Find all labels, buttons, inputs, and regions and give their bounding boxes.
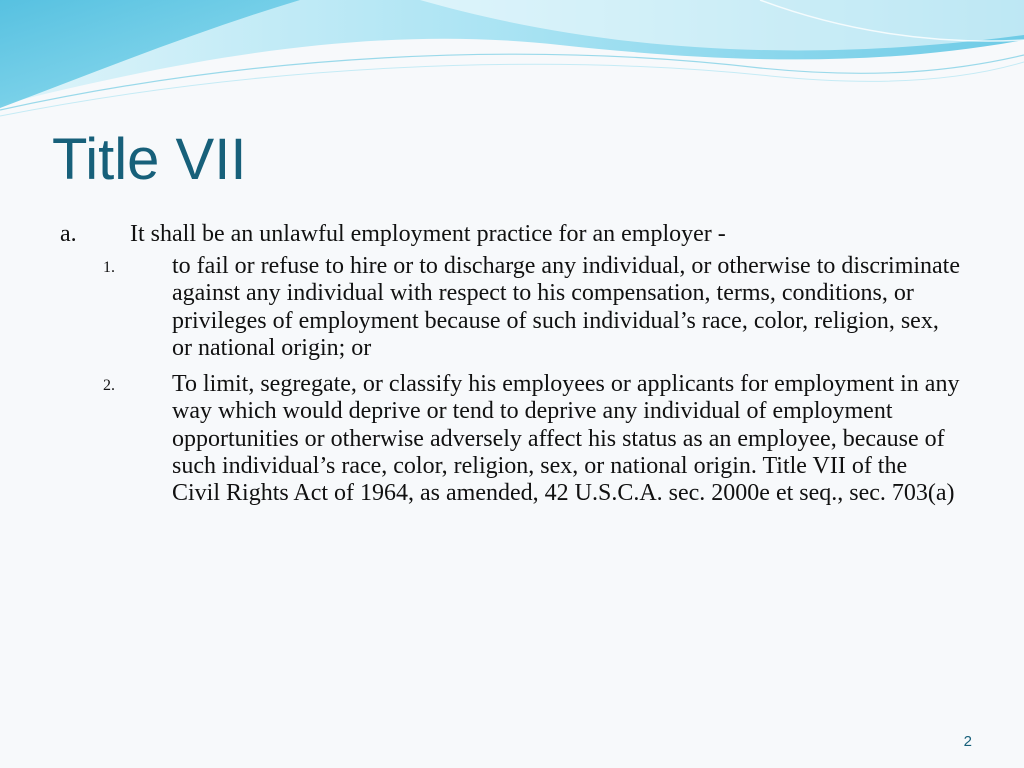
header-wave-decoration [0, 0, 1024, 130]
sub-list-item-1 [60, 253, 960, 362]
sub-list-item-text: to fail or refuse to hire or to discharge any individual, or otherwise to discriminate against any individual with respect to his compensation, terms, conditions, or privileges of employment because of such individual’s race, color, religion, sex, or national origin; or [172, 253, 961, 361]
slide-body [60, 219, 960, 517]
sub-list [60, 253, 960, 508]
slide-title: Title VII [52, 127, 247, 192]
sub-list-marker: 2. [103, 377, 115, 395]
page-number: 2 [963, 733, 972, 750]
list-marker: a. [60, 221, 77, 247]
list-item-a [60, 219, 960, 249]
sub-list-marker: 1. [103, 259, 115, 276]
sub-list-item-2 [60, 371, 960, 507]
list-item-text: It shall be an unlawful employment practice for an employer - [130, 221, 726, 247]
sub-list-item-text: To limit, segregate, or classify his employees or applicants for employment in any way which would deprive or tend to deprive any individual of employment opportunities or otherwise adversely affect his status as an employee, because of such individual’s race, color, religion, sex, or national origin. Title VII of the Civil Rights Act of 1964, as amended, 42 U.S.C.A. sec. 2000e et seq., sec. 703(a) [172, 371, 960, 507]
